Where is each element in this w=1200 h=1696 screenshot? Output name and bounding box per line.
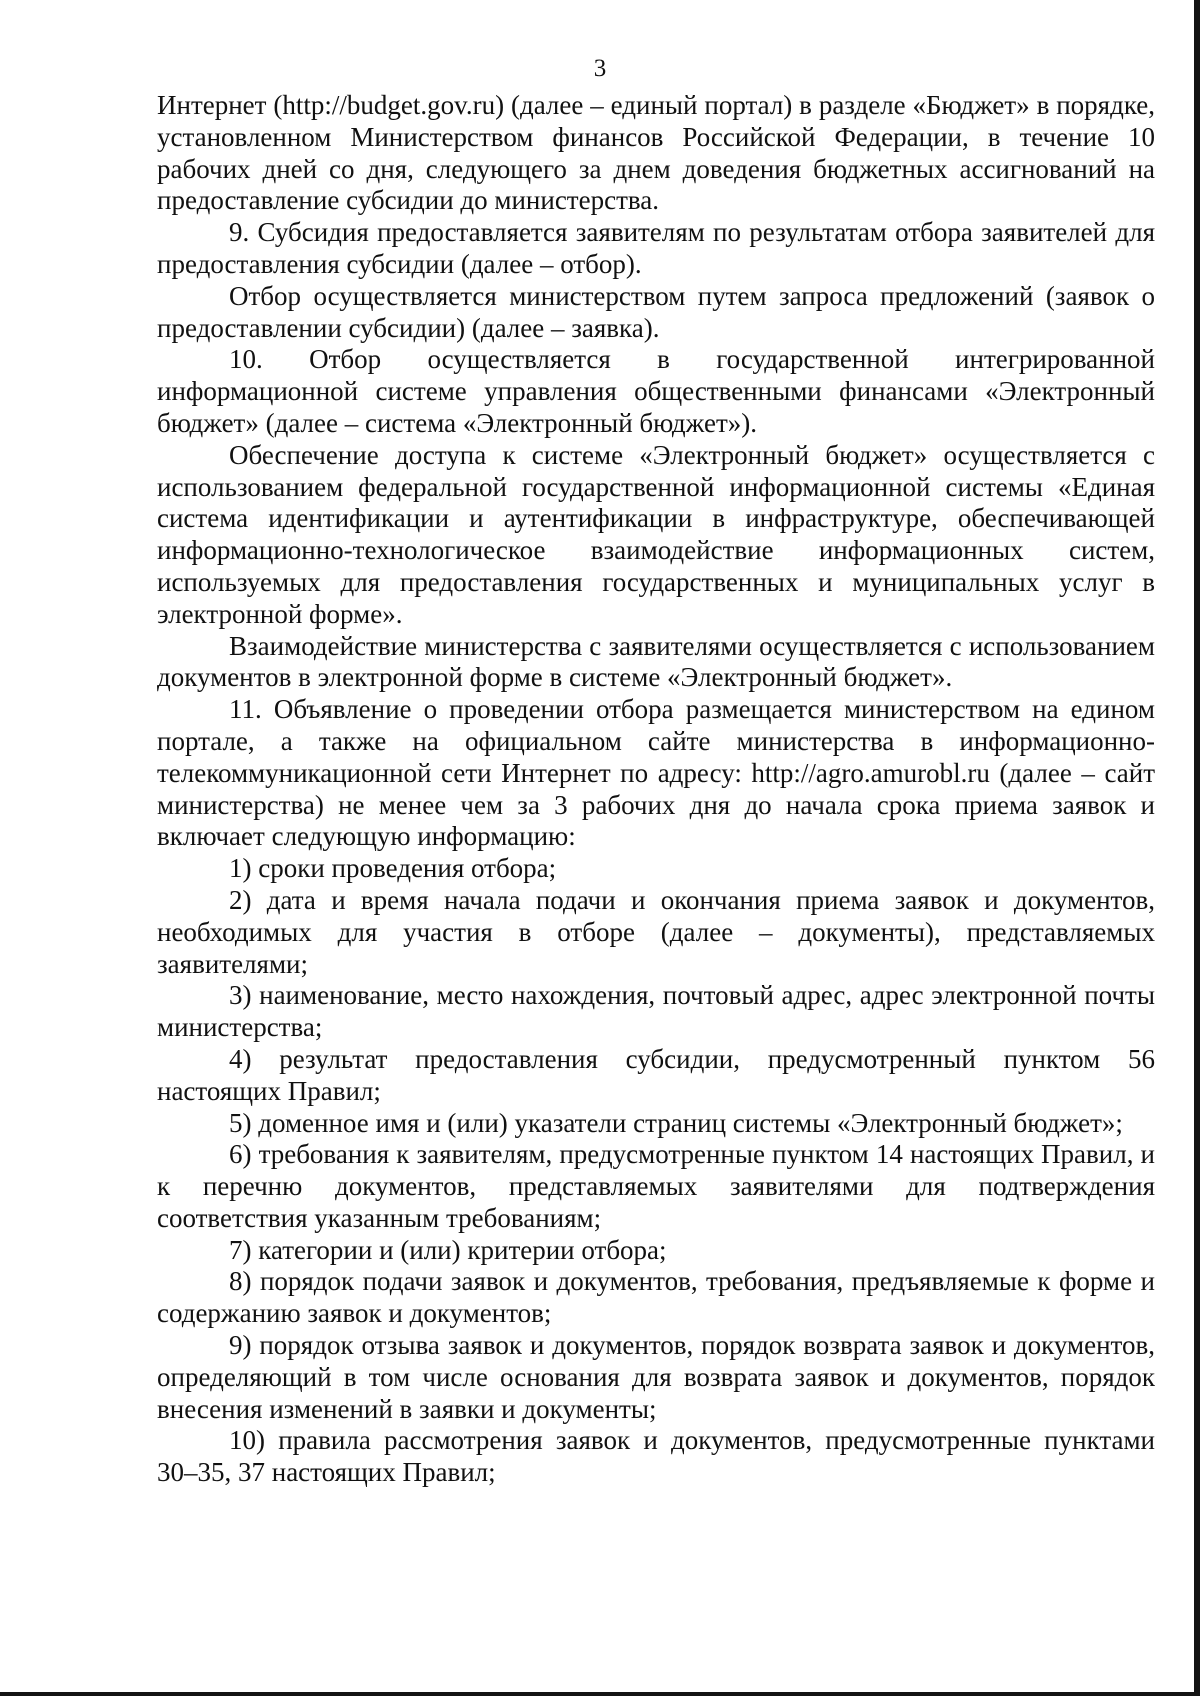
paragraph-access-provision: Обеспечение доступа к системе «Электронный бюджет» осуществляется с использованием федеральной государственной информационной системы «Единая система идентификации и аутентификации в инфраструктуре, обеспечивающей информационно-технологическое взаимодействие информационных систем, используемых для предоставления государственных и муниципальных услуг в электронной форме». — [157, 439, 1155, 629]
list-item-7: 7) категории и (или) критерии отбора; — [229, 1234, 667, 1265]
paragraph-continuation: Интернет (http://budget.gov.ru) (далее – единый портал) в разделе «Бюджет» в порядке, установленном Министерством финансов Российской Федерации, в течение 10 рабочих дней со дня, следующего за днем доведения бюджетных ассигнований на предоставление субсидии до министерства. — [157, 90, 1155, 216]
list-item-1: 1) сроки проведения отбора; — [229, 853, 557, 884]
list-item-9: 9) порядок отзыва заявок и документов, порядок возврата заявок и документов, определяющий в том числе основания для возврата заявок и документов, порядок внесения изменений в заявки и документы; — [157, 1330, 1155, 1424]
scan-edge-right — [1194, 0, 1200, 1696]
list-item-3: 3) наименование, место нахождения, почтовый адрес, адрес электронной почты министерства; — [157, 980, 1155, 1043]
paragraph-item-10: 10. Отбор осуществляется в государственной интегрированной информационной системе управления общественными финансами «Электронный бюджет» (далее – система «Электронный бюджет»). — [157, 344, 1155, 438]
scan-edge-bottom — [0, 1692, 1200, 1696]
document-body — [157, 90, 1155, 1489]
list-item-10: 10) правила рассмотрения заявок и документов, предусмотренные пунктами 30–35, 37 настоящих Правил; — [157, 1425, 1155, 1488]
list-item-8: 8) порядок подачи заявок и документов, требования, предъявляемые к форме и содержанию заявок и документов; — [157, 1266, 1155, 1329]
list-item-5: 5) доменное имя и (или) указатели страниц системы «Электронный бюджет»; — [229, 1107, 1123, 1138]
paragraph-item-11: 11. Объявление о проведении отбора размещается министерством на едином портале, а также на официальном сайте министерства в информационно-телекоммуникационной сети Интернет по адресу: http://agro.amurobl.ru (далее – сайт министерства) не менее чем за 3 рабочих дня до начала срока приема заявок и включает следующую информацию: — [157, 694, 1155, 852]
list-item-6: 6) требования к заявителям, предусмотренные пунктом 14 настоящих Правил, и к перечню документов, представляемых заявителями для подтверждения соответствия указанным требованиям; — [157, 1139, 1155, 1233]
list-item-4: 4) результат предоставления субсидии, предусмотренный пунктом 56 настоящих Правил; — [157, 1043, 1155, 1106]
paragraph-interaction: Взаимодействие министерства с заявителями осуществляется с использованием документов в электронной форме в системе «Электронный бюджет». — [157, 630, 1155, 693]
paragraph-item-9: 9. Субсидия предоставляется заявителям по результатам отбора заявителей для предоставления субсидии (далее – отбор). — [157, 217, 1155, 279]
paragraph-selection-method: Отбор осуществляется министерством путем запроса предложений (заявок о предоставлении субсидии) (далее – заявка). — [157, 280, 1155, 343]
list-item-2: 2) дата и время начала подачи и окончания приема заявок и документов, необходимых для участия в отборе (далее – документы), представляемых заявителями; — [157, 884, 1155, 979]
page-number: 3 — [593, 55, 607, 82]
